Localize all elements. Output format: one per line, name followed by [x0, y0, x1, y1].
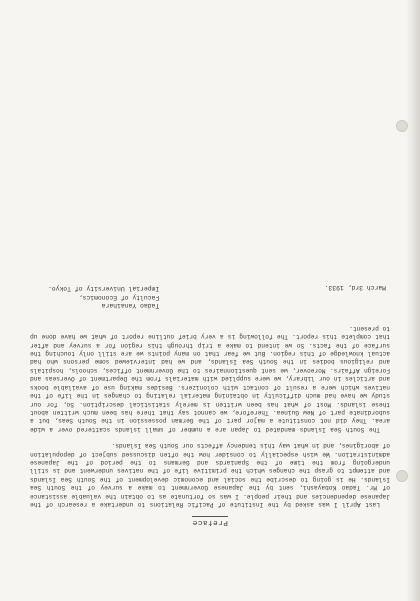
date-line: March 3rd, 1933. — [324, 284, 386, 292]
author-block — [30, 283, 159, 309]
author-name: Tadao Yanaihara — [101, 302, 160, 310]
binding-shadow — [406, 0, 420, 601]
author-affiliation: Faculty of Economics, — [78, 293, 160, 301]
signature-block — [30, 283, 390, 310]
document-body — [30, 60, 390, 540]
paragraph: Last April I was asked by the Institute of Pacific Relations to undertake a research of the Japanese dependencies and their people. I was so fortunate as to obtain the valuable assistance of Mr. Tadao Kobayashi, sent by the Japanese Government to make a survey of the South Sea Islands. He is going to describe the social and economic development of the South Sea Islands and attempt to grasp the changes which the primitive life of the natives underwent and is still undergoing from the time of the Spaniards and Germans to the period of the Japanese administration. We wish especially to consider how the often discussed subject of depopulation of aborigines, and in what way this tendency affects our South Sea Islands. — [30, 442, 390, 508]
punch-hole — [396, 120, 408, 132]
preface-heading: Preface — [192, 518, 228, 526]
paragraph: The South Sea Islands mandated to Japan are a number of small islands scattered over a wide area. They did not constitute a major part of the German possession in the South Seas, but a subordinate part of New Guinea. Therefore, we cannot say that there has been much written about these islands. Most of what has been written is merely statistical description. So, for our study we have had much difficulty in obtaining material relating to changes in the life of the natives which were a result of contact with colonizers. Besides making use of available books and articles in our library, we were supplied with materials from the Department of Overseas and Foreign Affairs. Moreover, we sent questionnaires to the Government offices, schools, hospitals and religious bodies in the South Sea Islands, and we had interviewed some persons who had actual knowledge of this region. But we fear that on many points we are still only touching the surface of the facts. So we intend to make a trip through this region for a survey and after that complete this report. The following is a very brief outline report of what we have done up to present. — [30, 324, 390, 433]
author-affiliation: Imperial University of Tokyo. — [48, 284, 160, 292]
punch-hole — [396, 470, 408, 482]
